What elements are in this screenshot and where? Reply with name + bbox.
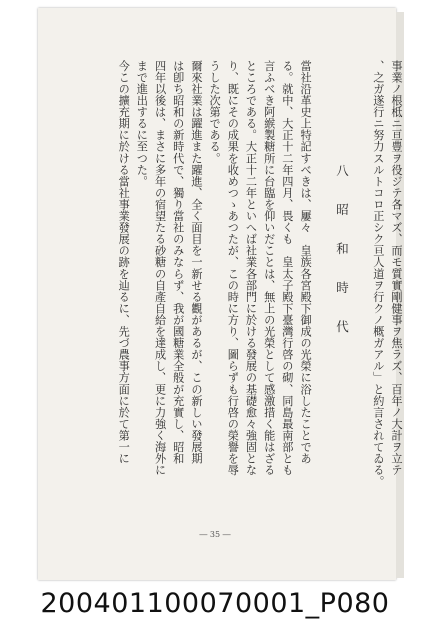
text-column: り、既にその成果を收めつゝあつたが、この時に方り、圖らずも行啓の榮譽を辱 [226,60,240,476]
archive-id-caption: 200401100070001_P080 [40,588,390,619]
text-column: 爾來社業は躍進また躍進、全く面目を一新せる觀があるが、この新しい發展期 [189,60,203,465]
section-heading: 八 昭 和 時 代 [334,164,350,340]
text-column: る。就中、大正十二年四月、畏くも 皇太子殿下臺灣行啓の砌、同島最南部とも [280,60,294,476]
text-columns [117,60,403,530]
text-column: まで進出するに至つた。 [135,60,149,188]
text-column: は卽ち昭和の新時代で、獨り當社のみならず、我が國糖業全般が充實し、昭和 [171,60,185,465]
text-column: 、之ガ遂行ニ努力スルトコロ正シク亘人道ヲ行クノ概ガアル」と約言されてゐる。 [371,60,385,488]
text-column: ところである。大正十二年といへば社業各部門に於ける發展の基礎愈々強固とな [244,60,258,476]
blank-column [317,60,330,530]
text-column: 事業ノ根柢ニ亘豊ヲ役ジテ各マズ、而モ質實剛健事ヲ焦ラズ、百年ノ大計ヲ立テ [390,60,403,476]
blank-column [354,60,367,530]
text-column: 今この擴充期に於ける當社事業發展の跡を辿るに、先づ農事方面に於て第一に [117,60,131,465]
text-column: 言ふべき阿緱製糖所に台臨を仰いだことは、無上の光榮として感激措く能はざる [262,60,276,476]
text-column: 四年以後は、まさに多年の宿望たる砂糖の自產自給を達成し、更に力強く海外に [153,60,167,476]
page-number: ― 35 ― [199,530,231,539]
text-column: 當社沿革史上特記すべきは、屢々 皇族各宮殿下御成の光榮に浴したことであ [299,60,313,465]
text-column: うした次第である。 [208,60,222,164]
